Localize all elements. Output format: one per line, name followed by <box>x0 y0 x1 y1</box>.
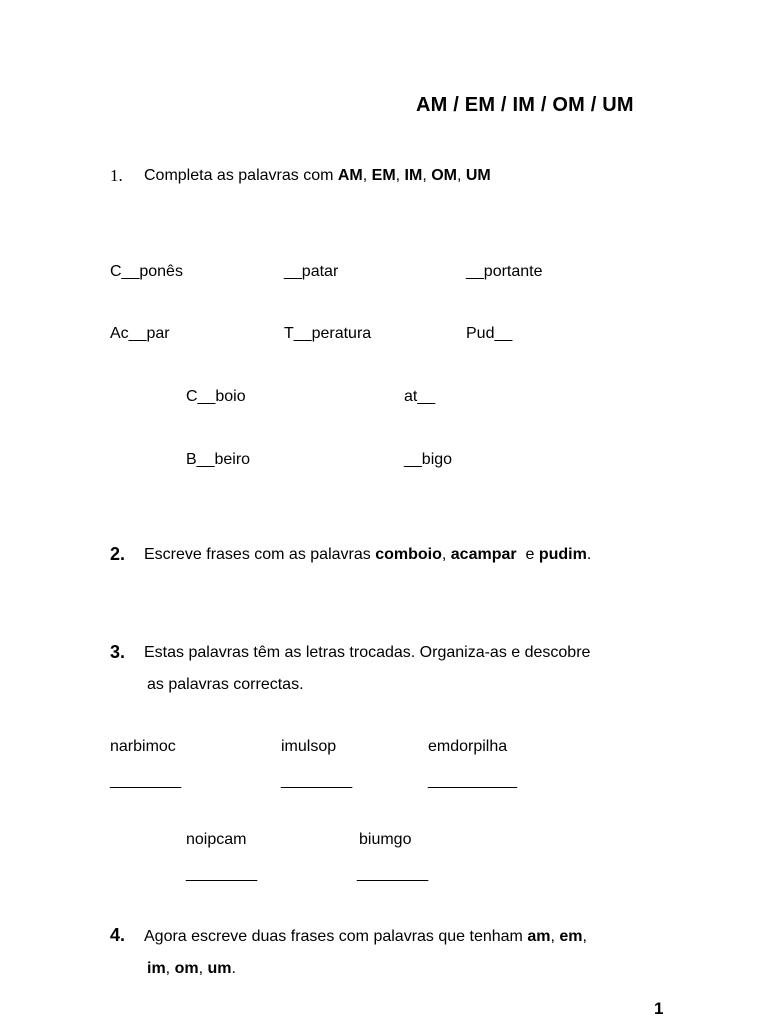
fill-word: B__beiro <box>186 451 251 468</box>
scrambled-word: narbimoc <box>110 738 176 755</box>
fill-word: Ac__par <box>110 325 170 342</box>
question-2-number: 2. <box>110 544 126 564</box>
option-om: OM <box>431 167 457 184</box>
question-2-text <box>144 546 591 564</box>
question-3-number: 3. <box>110 642 126 662</box>
syllable-am: am <box>527 928 551 945</box>
question-4-line-1 <box>144 928 587 946</box>
question-1-number: 1. <box>110 166 123 185</box>
page-number: 1 <box>654 999 664 1018</box>
period: . <box>586 546 592 563</box>
fill-word: Pud__ <box>466 325 513 342</box>
scrambled-word: emdorpilha <box>428 738 508 755</box>
separator: , <box>550 928 560 945</box>
answer-blank: ________ <box>186 865 258 882</box>
separator: , <box>198 960 208 977</box>
separator: , <box>395 167 405 184</box>
option-um: UM <box>465 167 491 184</box>
separator: , <box>362 167 372 184</box>
option-em: EM <box>371 167 396 184</box>
syllable-um: um <box>207 960 232 977</box>
question-4-number: 4. <box>110 925 126 945</box>
word-comboio: comboio <box>375 546 442 563</box>
separator: , <box>456 167 466 184</box>
question-3-line-2: as palavras correctas. <box>147 676 304 693</box>
question-2-prefix: Escreve frases com as palavras <box>144 546 376 563</box>
question-4-prefix: Agora escreve duas frases com palavras que tenham <box>144 928 528 945</box>
syllable-om: om <box>174 960 199 977</box>
page-title: AM / EM / IM / OM / UM <box>416 94 634 116</box>
scrambled-word: noipcam <box>186 831 247 848</box>
fill-word: __portante <box>466 263 543 280</box>
separator: , <box>422 167 432 184</box>
option-im: IM <box>404 167 423 184</box>
question-1-text <box>144 167 491 185</box>
fill-word: __patar <box>284 263 339 280</box>
answer-blank: ________ <box>110 772 182 789</box>
period: . <box>231 960 236 977</box>
word-pudim: pudim <box>538 546 587 563</box>
fill-word: at__ <box>404 388 436 405</box>
syllable-em: em <box>559 928 583 945</box>
separator: e <box>516 546 539 563</box>
fill-word: C__boio <box>186 388 246 405</box>
question-3-line-1: Estas palavras têm as letras trocadas. Organiza-as e descobre <box>144 644 591 661</box>
scrambled-word: biumgo <box>359 831 412 848</box>
answer-blank: ________ <box>281 772 353 789</box>
separator: , <box>582 928 587 945</box>
fill-word: T__peratura <box>284 325 372 342</box>
fill-word: C__ponês <box>110 263 183 280</box>
scrambled-word: imulsop <box>281 738 337 755</box>
word-acampar: acampar <box>450 546 517 563</box>
question-4-line-2 <box>147 960 236 978</box>
fill-word: __bigo <box>404 451 453 468</box>
answer-blank: __________ <box>428 772 517 789</box>
syllable-im: im <box>147 960 166 977</box>
answer-blank: ________ <box>357 865 429 882</box>
option-am: AM <box>337 167 363 184</box>
separator: , <box>165 960 175 977</box>
separator: , <box>441 546 451 563</box>
question-1-prefix: Completa as palavras com <box>144 167 338 184</box>
